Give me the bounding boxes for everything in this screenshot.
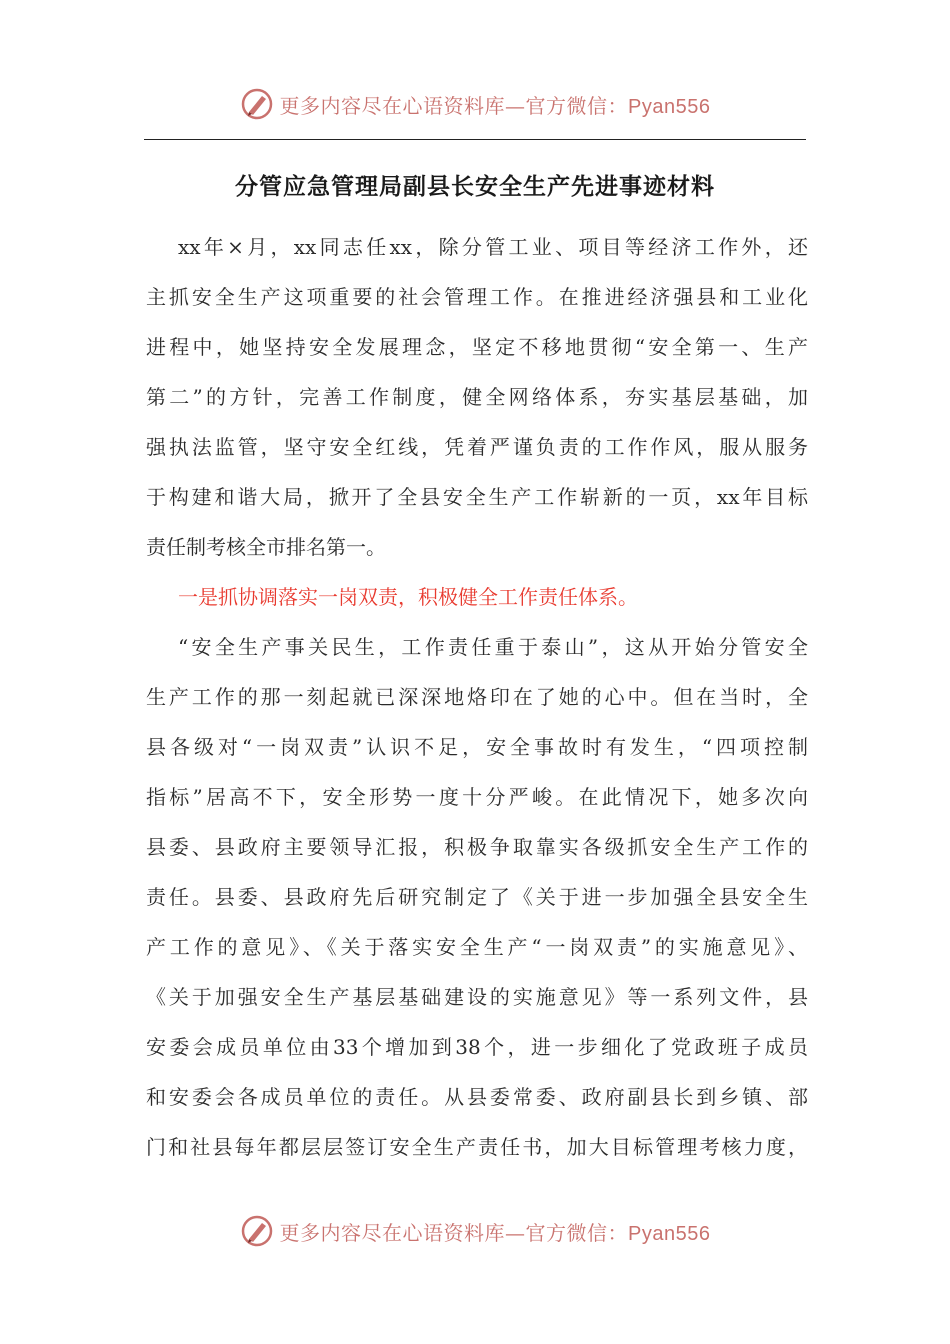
- document-title: 分管应急管理局副县长安全生产先进事迹材料: [235, 174, 715, 200]
- header-wechat-id: Pyan556: [628, 95, 711, 118]
- paragraph-line: 和安委会各成员单位的责任。从县委常委、政府副县长到乡镇、部: [146, 1085, 808, 1109]
- paragraph-line: 强执法监管，坚守安全红线，凭着严谨负责的工作作风，服从服务: [146, 435, 808, 459]
- document-body: [146, 222, 808, 1172]
- footer-wechat-id: Pyan556: [628, 1222, 711, 1245]
- paragraph-line: 《关于加强安全生产基层基础建设的实施意见》等一系列文件，县: [146, 985, 808, 1009]
- paragraph-line: 县各级对“一岗双责”认识不足，安全事故时有发生，“四项控制: [146, 735, 808, 759]
- paragraph-line: 产工作的意见》、《关于落实安全生产“一岗双责”的实施意见》、: [146, 935, 808, 959]
- paragraph-line: 进程中，她坚持安全发展理念，坚定不移地贯彻“安全第一、生产: [146, 335, 808, 359]
- header-banner-text: 更多内容尽在心语资料库—官方微信：Pyan556: [279, 93, 711, 118]
- footer-banner: [0, 1211, 950, 1251]
- paragraph-line: “安全生产事关民生，工作责任重于泰山”，这从开始分管安全: [178, 635, 808, 659]
- paragraph-line: 责任。县委、县政府先后研究制定了《关于进一步加强全县安全生: [146, 885, 808, 909]
- paragraph-line: 县委、县政府主要领导汇报，积极争取靠实各级抓安全生产工作的: [146, 835, 808, 859]
- paragraph-line: 第二”的方针，完善工作制度，健全网络体系，夯实基层基础，加: [146, 385, 808, 409]
- header-divider: [144, 139, 806, 140]
- paragraph-line: 生产工作的那一刻起就已深深地烙印在了她的心中。但在当时，全: [146, 685, 808, 709]
- paragraph-line: 安委会成员单位由33个增加到38个，进一步细化了党政班子成员: [146, 1035, 808, 1059]
- paragraph-line: xx年×月，xx同志任xx，除分管工业、项目等经济工作外，还: [178, 235, 808, 259]
- section-heading: 一是抓协调落实一岗双责，积极健全工作责任体系。: [178, 585, 638, 609]
- paragraph-line: 指标”居高不下，安全形势一度十分严峻。在此情况下，她多次向: [146, 785, 808, 809]
- paragraph-line: 责任制考核全市排名第一。: [146, 535, 386, 559]
- header-banner: [0, 84, 950, 124]
- paragraph-line: 门和社县每年都层层签订安全生产责任书，加大目标管理考核力度，: [146, 1135, 808, 1159]
- paragraph-line: 于构建和谐大局，掀开了全县安全生产工作崭新的一页，xx年目标: [146, 485, 808, 509]
- pen-logo-icon: [240, 1214, 274, 1248]
- footer-banner-text: 更多内容尽在心语资料库—官方微信：Pyan556: [279, 1220, 711, 1245]
- paragraph-line: 主抓安全生产这项重要的社会管理工作。在推进经济强县和工业化: [146, 285, 808, 309]
- pen-logo-icon: [240, 87, 274, 121]
